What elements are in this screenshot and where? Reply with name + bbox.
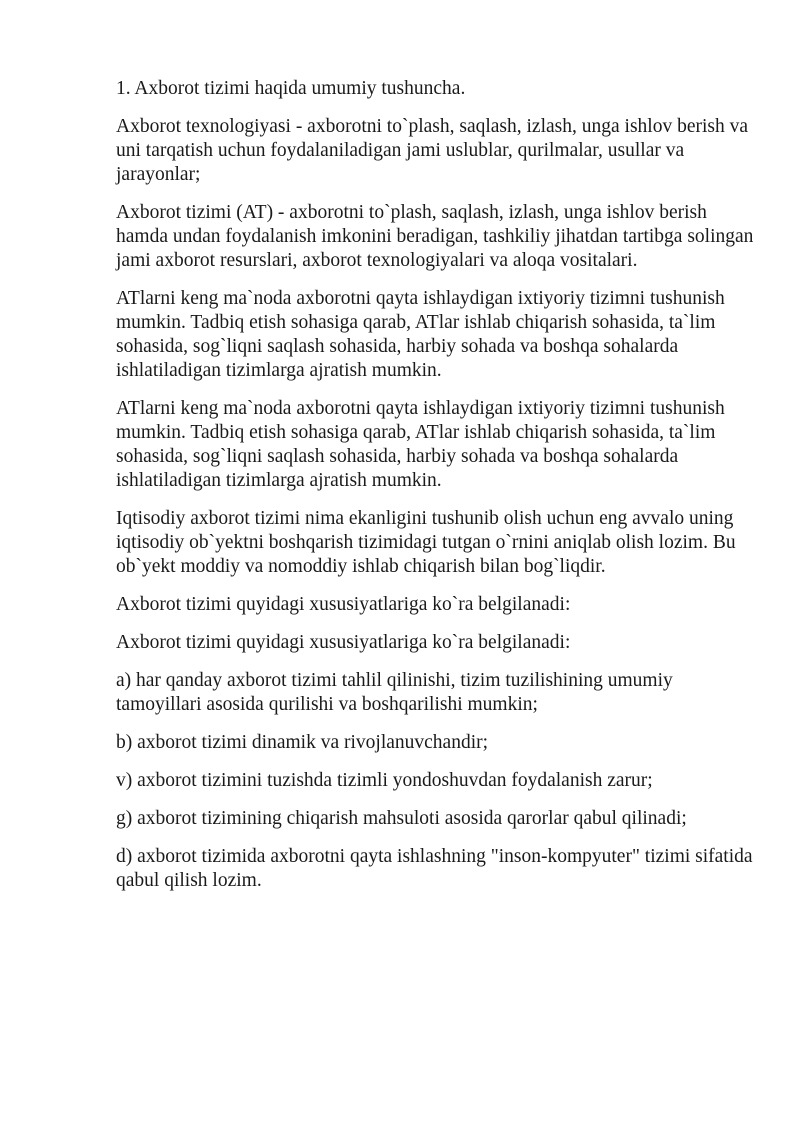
list-item-v: v) axborot tizimini tuzishda tizimli yondoshuvdan foydalanish zarur; [116, 770, 653, 791]
document-page [116, 77, 756, 907]
paragraph-is-definition: Axborot tizimi (AT) - axborotni to`plash, saqlash, izlash, unga ishlov berish hamda undan foydalanish imkonini beradigan, tashkiliy jihatdan tartibga solingan jami axborot resurslari, axborot texnologiyalari va aloqa vositalari. [116, 202, 754, 271]
document-heading: 1. Axborot tizimi haqida umumiy tushuncha. [116, 78, 466, 99]
paragraph-features-intro: Axborot tizimi quyidagi xususiyatlariga ko`ra belgilanadi: [116, 594, 571, 615]
list-item-g: g) axborot tizimining chiqarish mahsuloti asosida qarorlar qabul qilinadi; [116, 808, 687, 829]
paragraph-features-intro-repeat: Axborot tizimi quyidagi xususiyatlariga ko`ra belgilanadi: [116, 632, 571, 653]
list-item-b: b) axborot tizimi dinamik va rivojlanuvchandir; [116, 732, 489, 753]
paragraph-it-definition: Axborot texnologiyasi - axborotni to`plash, saqlash, izlash, unga ishlov berish va uni tarqatish uchun foydalaniladigan jami uslublar, qurilmalar, usullar va jarayonlar; [116, 116, 749, 185]
paragraph-at-broad-meaning-repeat: ATlarni keng ma`noda axborotni qayta ishlaydigan ixtiyoriy tizimni tushunish mumkin. Tadbiq etish sohasiga qarab, ATlar ishlab chiqarish sohasida, ta`lim sohasida, sog`liqni saqlash sohasida, harbiy sohada va boshqa sohalarda ishlatiladigan tizimlarga ajratish mumkin. [116, 398, 725, 491]
list-item-a: a) har qanday axborot tizimi tahlil qilinishi, tizim tuzilishining umumiy tamoyillari asosida qurilishi va boshqarilishi mumkin; [116, 670, 673, 715]
list-item-d: d) axborot tizimida axborotni qayta ishlashning "inson-kompyuter" tizimi sifatida qabul qilish lozim. [116, 846, 753, 891]
paragraph-at-broad-meaning: ATlarni keng ma`noda axborotni qayta ishlaydigan ixtiyoriy tizimni tushunish mumkin. Tadbiq etish sohasiga qarab, ATlar ishlab chiqarish sohasida, ta`lim sohasida, sog`liqni saqlash sohasida, harbiy sohada va boshqa sohalarda ishlatiladigan tizimlarga ajratish mumkin. [116, 288, 725, 381]
paragraph-economic-is: Iqtisodiy axborot tizimi nima ekanligini tushunib olish uchun eng avvalo uning iqtisodiy ob`yektni boshqarish tizimidagi tutgan o`rnini aniqlab olish lozim. Bu ob`yekt moddiy va nomoddiy ishlab chiqarish bilan bog`liqdir. [116, 508, 736, 577]
